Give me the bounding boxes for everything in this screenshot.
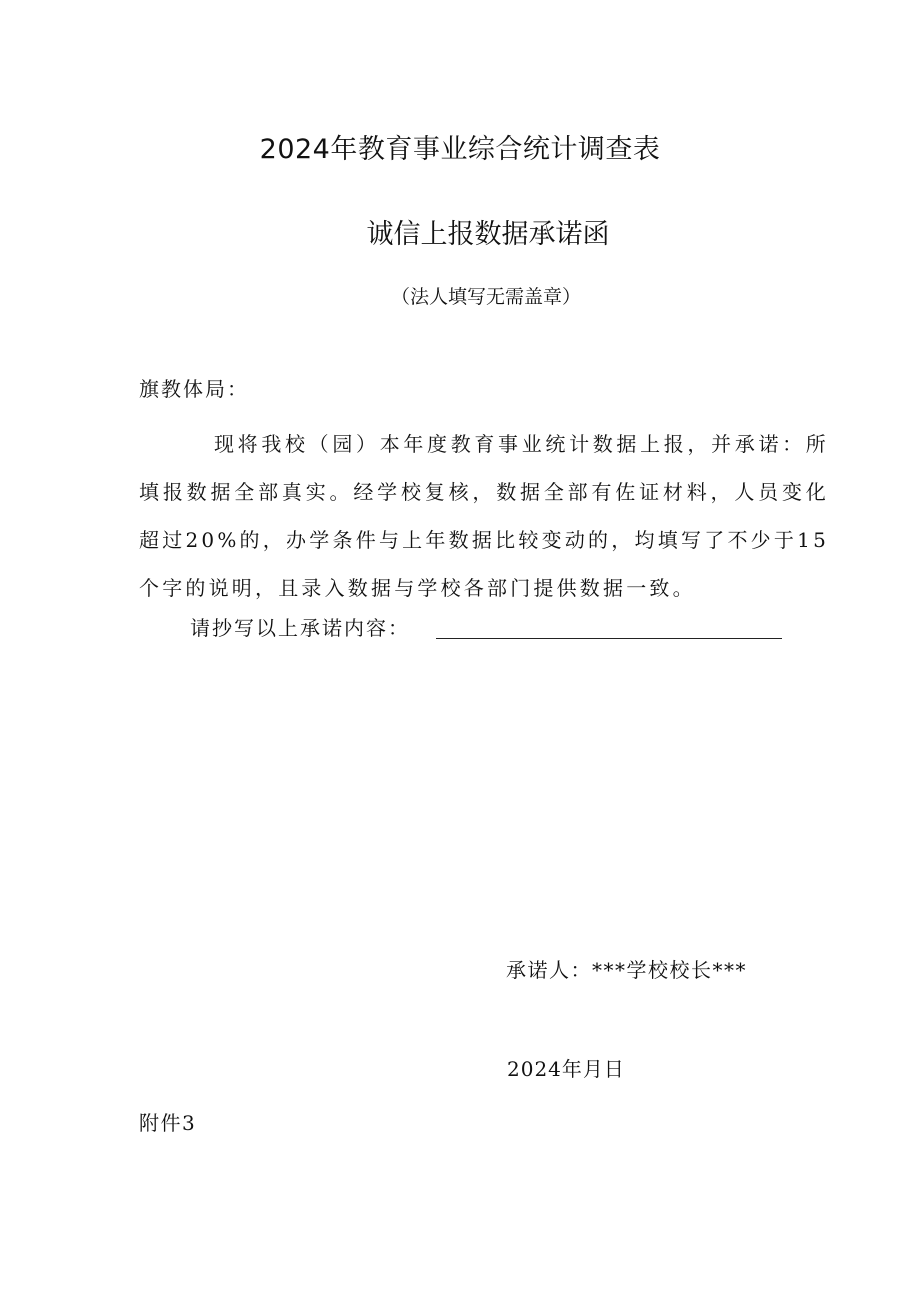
document-title: 2024年教育事业综合统计调查表 (259, 134, 661, 165)
salutation: 旗教体局： (139, 377, 249, 401)
document-subtitle: 诚信上报数据承诺函 (366, 219, 610, 250)
date-line: 2024年月日 (507, 1057, 625, 1081)
signer-line: 承诺人：***学校校长*** (506, 958, 747, 982)
document-note: （法人填写无需盖章） (390, 286, 581, 308)
copy-prompt: 请抄写以上承诺内容： (190, 616, 410, 640)
attachment-label: 附件3 (139, 1111, 197, 1135)
pledge-body: 现将我校（园）本年度教育事业统计数据上报，并承诺：所填报数据全部真实。经学校复核，数据全部有佐证材料，人员变化超过20%的，办学条件与上年数据比较变动的，均填写了不少于15个字的说明，且录入数据与学校各部门提供数据一致。 (139, 432, 829, 600)
copy-blank-line[interactable] (436, 638, 782, 639)
